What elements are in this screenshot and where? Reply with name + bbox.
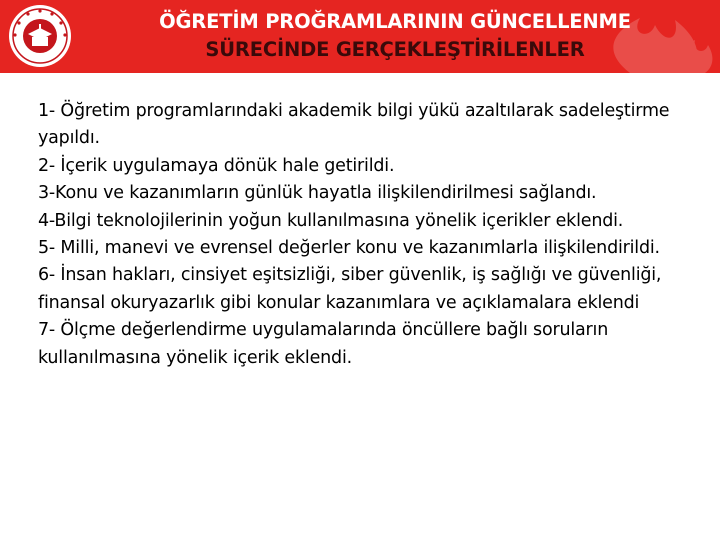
- list-item-2: 2- İçerik uygulamaya dönük hale getirildi.: [38, 155, 395, 176]
- title-line-2: SÜRECİNDE GERÇEKLEŞTİRİLENLER: [205, 38, 585, 61]
- updates-list: [38, 98, 708, 372]
- list-item-4: 4-Bilgi teknolojilerinin yoğun kullanılmasına yönelik içerikler eklendi.: [38, 210, 624, 231]
- list-item-3: 3-Konu ve kazanımların günlük hayatla ilişkilendirilmesi sağlandı.: [38, 183, 597, 204]
- list-item-5: 5- Milli, manevi ve evrensel değerler konu ve kazanımlarla ilişkilendirildi.: [38, 238, 660, 259]
- list-item-1: 1- Öğretim programlarındaki akademik bilgi yükü azaltılarak sadeleştirme yapıldı.: [38, 101, 670, 149]
- meb-logo-icon: [8, 4, 72, 68]
- header-bar: [0, 0, 720, 73]
- list-item-6: 6- İnsan hakları, cinsiyet eşitsizliği, siber güvenlik, iş sağlığı ve güvenliği, finansal okuryazarlık gibi konular kazanımlara ve açıklamalara eklendi: [38, 265, 662, 313]
- page-title: [90, 8, 700, 64]
- title-line-1: ÖĞRETİM PROĞRAMLARININ GÜNCELLENME: [159, 10, 631, 33]
- list-item-7: 7- Ölçme değerlendirme uygulamalarında öncüllere bağlı soruların kullanılmasına yönelik içerik eklendi.: [38, 320, 609, 368]
